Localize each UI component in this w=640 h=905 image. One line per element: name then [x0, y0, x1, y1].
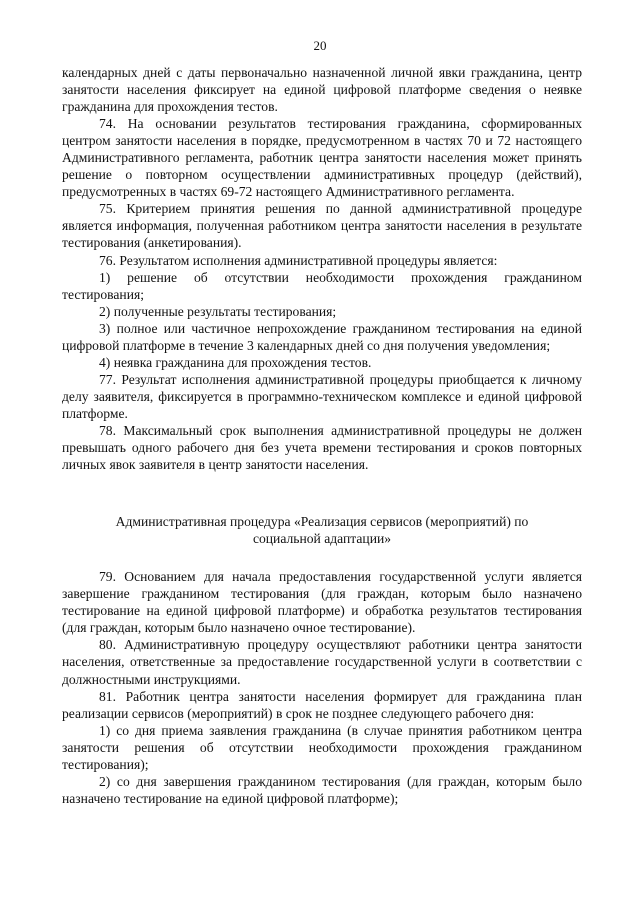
list-item-81-2: 2) со дня завершения гражданином тестирования (для граждан, которым было назначено тестирование на единой цифровой платформе); — [62, 773, 582, 806]
section-heading-line-2: социальной адаптации» — [252, 531, 392, 547]
paragraph-76: 76. Результатом исполнения административной процедуры является: — [99, 252, 498, 268]
list-item-76-1: 1) решение об отсутствии необходимости прохождения гражданином тестирования; — [62, 269, 582, 302]
document-body — [62, 64, 582, 807]
paragraph-74: 74. На основании результатов тестирования гражданина, сформированных центром занятости населения в порядке, предусмотренном в частях 70 и 72 настоящего Административного регламента, работник центра занятости населения может принять решение о повторном осуществлении административных процедур (действий), предусмотренных в частях 69-72 настоящего Административного регламента. — [62, 116, 582, 200]
paragraph-77: 77. Результат исполнения административной процедуры приобщается к личному делу заявителя, фиксируется в программно-техническом комплексе и единой цифровой платформе. — [62, 371, 582, 421]
paragraph-continuation: календарных дней с даты первоначально назначенной личной явки гражданина, центр занятости населения фиксирует на единой цифровой платформе сведения о неявке гражданина для прохождения тестов. — [62, 65, 582, 115]
paragraph-78: 78. Максимальный срок выполнения административной процедуры не должен превышать одного рабочего дня без учета времени тестирования и сроков повторных личных явок заявителя в центр занятости населения. — [62, 422, 582, 473]
heading-spacer — [62, 547, 582, 568]
paragraph-75: 75. Критерием принятия решения по данной административной процедуре является информация, полученная работником центра занятости населения в результате тестирования (анкетирования). — [62, 201, 582, 251]
section-heading-line-1: Административная процедура «Реализация сервисов (мероприятий) по — [115, 514, 529, 530]
list-item-81-1: 1) со дня приема заявления гражданина (в случае принятия работником центра занятости решения об отсутствии необходимости прохождения гражданином тестирования); — [62, 722, 582, 772]
list-item-76-2: 2) полученные результаты тестирования; — [99, 303, 337, 319]
paragraph-81: 81. Работник центра занятости населения формирует для гражданина план реализации сервисов (мероприятий) в срок не позднее следующего рабочего дня: — [62, 688, 582, 721]
paragraph-80: 80. Административную процедуру осуществляют работники центра занятости населения, ответственные за предоставление государственной услуги в соответствии с должностными инструкциями. — [62, 637, 582, 687]
paragraph-79: 79. Основанием для начала предоставления государственной услуги является завершение гражданином тестирования (для граждан, которым было назначено тестирование на единой цифровой платформе) и обработка результатов тестирования (для граждан, которым было назначено очное тестирование). — [62, 569, 582, 636]
section-heading — [62, 513, 582, 547]
list-item-76-3: 3) полное или частичное непрохождение гражданином тестирования на единой цифровой платформе в течение 3 календарных дней со дня получения уведомления; — [62, 320, 582, 353]
list-item-76-4: 4) неявка гражданина для прохождения тестов. — [99, 354, 372, 370]
page-number: 20 — [313, 38, 327, 53]
